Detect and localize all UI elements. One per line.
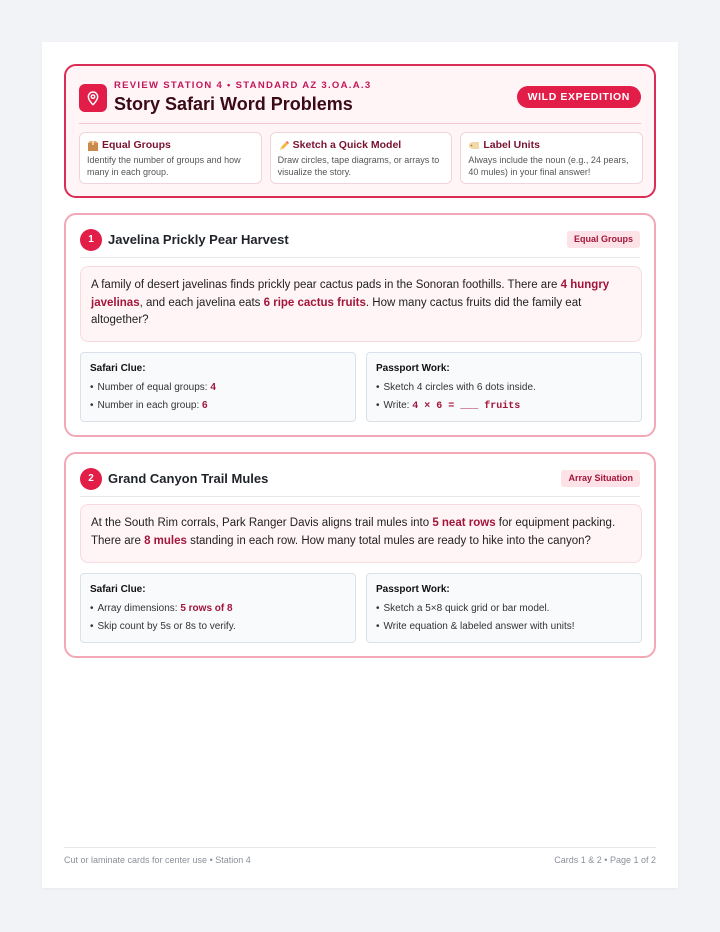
clue-label: Skip count by 5s or 8s to verify. (97, 621, 236, 632)
tip-label-units (460, 132, 643, 184)
page-counter: Cards 1 & 2 • Page 1 of 2 (554, 855, 656, 865)
clue-value: 5 rows of 8 (180, 603, 233, 614)
story-highlight: 8 mules (144, 534, 187, 547)
clue-line: • Number in each group: 6 (90, 400, 208, 411)
story-segment: , and each javelina eats (139, 296, 264, 309)
card-divider (80, 257, 640, 258)
map-pin-icon (79, 84, 107, 112)
footer-note: Cut or laminate cards for center use • Station 4 (64, 855, 251, 865)
tip-description: Draw circles, tape diagrams, or arrays to visualize the story. (277, 155, 440, 177)
tip-description: Always include the noun (e.g., 24 pears, 40 mules) in your final answer! (468, 155, 629, 177)
header-divider (79, 123, 641, 124)
problem-number-badge: 1 (80, 229, 102, 251)
work-text: Sketch 4 circles with 6 dots inside. (383, 382, 536, 393)
page-title: Story Safari Word Problems (114, 94, 353, 114)
problem-title: Javelina Prickly Pear Harvest (108, 232, 289, 247)
footer-divider (64, 847, 656, 848)
safari-clue-box (80, 352, 356, 422)
work-text: Write: (383, 400, 413, 411)
story-segment: At the South Rim corrals, Park Ranger Davis aligns trail mules into (91, 517, 433, 529)
work-text: Sketch a 5×8 quick grid or bar model. (383, 603, 550, 614)
package-icon (87, 139, 99, 151)
story-segment: A family of desert javelinas finds prickly pear cactus pads in the Sonoran foothills. There are (91, 279, 561, 291)
card-divider (80, 496, 640, 497)
clue-line: • Skip count by 5s or 8s to verify. (90, 621, 236, 632)
clue-value: 6 (202, 400, 208, 411)
tip-equal-groups (79, 132, 262, 184)
worksheet-page (42, 42, 678, 888)
clue-value: 4 (210, 382, 216, 393)
box-title: Safari Clue: (90, 363, 146, 374)
story-highlight: 6 ripe cactus fruits (263, 296, 366, 309)
story-text (80, 504, 642, 563)
work-line: • Write equation & labeled answer with units! (376, 621, 575, 632)
tip-title: Sketch a Quick Model (292, 139, 402, 151)
hint-boxes (80, 573, 642, 643)
box-title: Safari Clue: (90, 584, 146, 595)
problem-card-1 (64, 213, 656, 437)
box-title: Passport Work: (376, 584, 450, 595)
safari-clue-box (80, 573, 356, 643)
problem-title: Grand Canyon Trail Mules (108, 471, 269, 486)
tip-title: Label Units (483, 139, 540, 151)
tip-title: Equal Groups (102, 139, 171, 151)
problem-number-badge: 2 (80, 468, 102, 490)
clue-label: Number of equal groups: (97, 382, 211, 393)
tip-sketch-model (270, 132, 453, 184)
clue-label: Number in each group: (97, 400, 203, 411)
work-text: Write equation & labeled answer with units! (383, 621, 575, 632)
work-line: • Sketch 4 circles with 6 dots inside. (376, 382, 536, 393)
work-line: • Write: 4 × 6 = ___ fruits (376, 400, 521, 412)
clue-line: • Number of equal groups: 4 (90, 382, 216, 393)
story-text (80, 266, 642, 342)
clue-line: • Array dimensions: 5 rows of 8 (90, 603, 233, 614)
expedition-badge: WILD EXPEDITION (517, 86, 641, 108)
box-title: Passport Work: (376, 363, 450, 374)
problem-card-2 (64, 452, 656, 658)
story-segment: for equipment packing. There are (91, 517, 616, 547)
equation-template: 4 × 6 = ___ fruits (412, 401, 521, 412)
story-highlight: 4 hungry javelinas (91, 279, 610, 309)
problem-type-tag: Equal Groups (567, 231, 640, 248)
header-card (64, 64, 656, 198)
story-highlight: 5 neat rows (432, 517, 496, 529)
story-segment: . How many cactus fruits did the family eat altogether? (91, 296, 582, 326)
work-line: • Sketch a 5×8 quick grid or bar model. (376, 603, 550, 614)
problem-type-tag: Array Situation (561, 470, 640, 487)
standard-eyebrow: REVIEW STATION 4 • STANDARD AZ 3.OA.A.3 (114, 80, 372, 91)
label-tag-icon (468, 139, 480, 151)
clue-label: Array dimensions: (97, 603, 181, 614)
hint-boxes (80, 352, 642, 422)
tips-row (79, 132, 643, 184)
passport-work-box (366, 573, 642, 643)
story-segment: standing in each row. How many total mules are ready to hike into the canyon? (186, 534, 591, 547)
passport-work-box (366, 352, 642, 422)
pencil-icon (278, 139, 290, 151)
tip-description: Identify the number of groups and how many in each group. (87, 155, 241, 177)
